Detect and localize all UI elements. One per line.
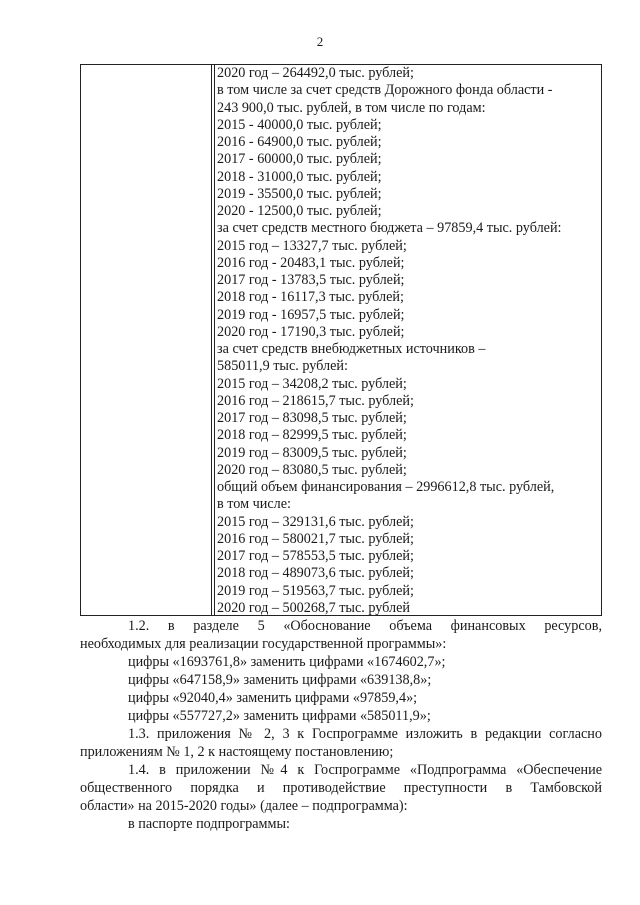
table-line: 2020 год – 83080,5 тыс. рублей;	[217, 461, 407, 478]
table-line: 2020 - 12500,0 тыс. рублей;	[217, 203, 382, 219]
paragraph-1-3-line-1: 1.3. приложения № 2, 3 к Госпрограмме изложить в редакции согласно	[128, 726, 602, 742]
table-line: 2017 - 60000,0 тыс. рублей;	[217, 151, 382, 168]
table-line: 2018 год – 489073,6 тыс. рублей;	[217, 565, 414, 582]
table-line: 2015 - 40000,0 тыс. рублей;	[217, 116, 382, 133]
replacement-line: цифры «1693761,8» заменить цифрами «1674602,7»;	[128, 654, 446, 670]
table-line: в том числе:	[217, 496, 291, 513]
page-number: 2	[316, 34, 324, 49]
table-line: за счет средств местного бюджета – 97859,4 тыс. рублей:	[217, 220, 562, 237]
replacement-line: цифры «647158,9» заменить цифрами «639138,8»;	[128, 672, 432, 688]
table-line: 2016 год - 20483,1 тыс. рублей;	[217, 254, 405, 271]
paragraph-passport: в паспорте подпрограммы:	[128, 816, 290, 832]
paragraph-1-4-line-1: 1.4. в приложении №4 к Госпрограмме «Подпрограмма «Обеспечение	[128, 762, 602, 778]
paragraph-1-4-line-3: области» на 2015-2020 годы» (далее – подпрограмма):	[80, 798, 408, 814]
table-line: 2016 - 64900,0 тыс. рублей;	[217, 134, 382, 150]
table-line: 2020 год – 264492,0 тыс. рублей;	[217, 65, 414, 81]
financing-table	[80, 64, 602, 616]
table-line: 2019 - 35500,0 тыс. рублей;	[217, 185, 382, 202]
table-line: 2018 год – 82999,5 тыс. рублей;	[217, 427, 407, 444]
table-column-divider	[214, 65, 215, 615]
table-line: 2020 год – 500268,7 тыс. рублей	[217, 599, 410, 616]
table-line: в том числе за счет средств Дорожного фонда области -	[217, 82, 553, 99]
paragraph-1-2-line-2: необходимых для реализации государственной программы»:	[80, 636, 447, 652]
table-line: 2016 год – 580021,7 тыс. рублей;	[217, 530, 414, 547]
table-line: общий объем финансирования – 2996612,8 тыс. рублей,	[217, 479, 555, 495]
table-line: 243 900,0 тыс. рублей, в том числе по годам:	[217, 99, 486, 116]
replacement-line: цифры «557727,2» заменить цифрами «585011,9»;	[128, 708, 431, 724]
financing-table-cell	[217, 65, 595, 617]
paragraph-1-3-line-2: приложениям № 1, 2 к настоящему постановлению;	[80, 744, 394, 760]
table-line: 2015 год – 329131,6 тыс. рублей;	[217, 513, 414, 530]
table-line: 2017 год – 83098,5 тыс. рублей;	[217, 410, 407, 426]
table-line: 2018 - 31000,0 тыс. рублей;	[217, 168, 382, 185]
table-line: за счет средств внебюджетных источников –	[217, 341, 486, 357]
table-line: 2020 год - 17190,3 тыс. рублей;	[217, 323, 405, 340]
document-body	[80, 617, 602, 833]
table-column-divider	[211, 65, 212, 615]
table-line: 2019 год - 16957,5 тыс. рублей;	[217, 306, 405, 323]
table-line: 2018 год - 16117,3 тыс. рублей;	[217, 289, 404, 306]
table-line: 2016 год – 218615,7 тыс. рублей;	[217, 392, 414, 409]
table-line: 585011,9 тыс. рублей:	[217, 358, 348, 375]
table-line: 2019 год – 83009,5 тыс. рублей;	[217, 444, 407, 461]
table-line: 2019 год – 519563,7 тыс. рублей;	[217, 582, 414, 599]
replacement-line: цифры «92040,4» заменить цифрами «97859,4»;	[128, 690, 418, 706]
table-line: 2015 год – 34208,2 тыс. рублей;	[217, 375, 407, 392]
paragraph-1-2-line-1: 1.2. в разделе 5 «Обоснование объема финансовых ресурсов,	[128, 618, 602, 634]
table-line: 2015 год – 13327,7 тыс. рублей;	[217, 237, 407, 254]
table-line: 2017 год - 13783,5 тыс. рублей;	[217, 272, 405, 288]
paragraph-1-4-line-2: общественного порядка и противодействие преступности в Тамбовской	[80, 780, 602, 796]
table-line: 2017 год – 578553,5 тыс. рублей;	[217, 548, 414, 564]
